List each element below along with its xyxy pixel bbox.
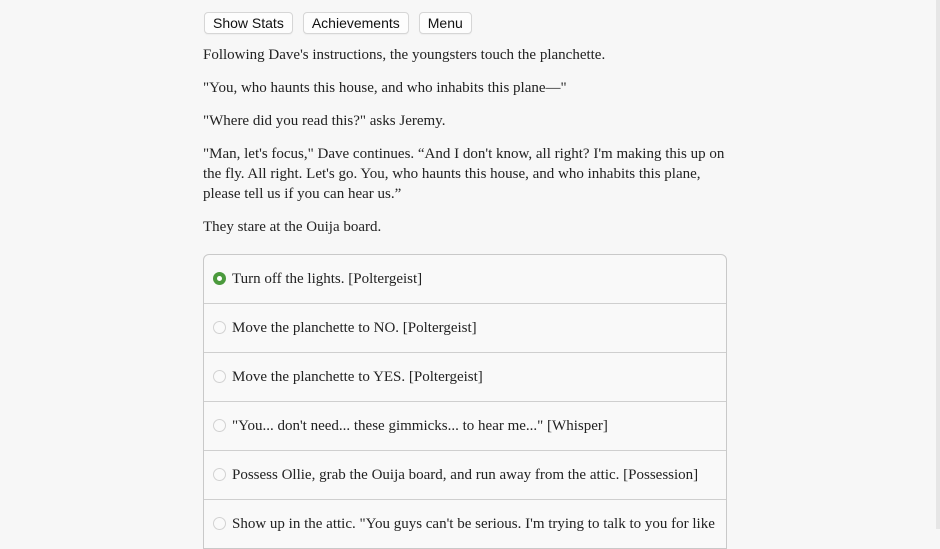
- story-paragraph: "Man, let's focus," Dave continues. “And I don't know, all right? I'm making this up on the fly. All right. Let's go. You, who haunts this house, and who inhabits this plane, please tell us if you can hear us.”: [203, 146, 725, 202]
- show-stats-button[interactable]: Show Stats: [204, 12, 293, 34]
- choice-label: Turn off the lights. [Poltergeist]: [232, 271, 423, 287]
- radio-button[interactable]: [213, 419, 226, 432]
- choice-label: Move the planchette to YES. [Poltergeist]: [232, 369, 483, 385]
- radio-button[interactable]: [213, 468, 226, 481]
- choice-label: "You... don't need... these gimmicks... to hear me..." [Whisper]: [232, 418, 608, 434]
- story-paragraph: "Where did you read this?" asks Jeremy.: [203, 113, 446, 129]
- choice-option[interactable]: [204, 304, 726, 353]
- radio-button[interactable]: [213, 517, 226, 530]
- radio-button[interactable]: [213, 321, 226, 334]
- story-paragraph: Following Dave's instructions, the youngsters touch the planchette.: [203, 47, 606, 63]
- story-paragraph: "You, who haunts this house, and who inhabits this plane—": [203, 80, 567, 96]
- page-scrollbar[interactable]: [936, 0, 940, 529]
- scrollbar-thumb[interactable]: [936, 0, 940, 529]
- choice-list: [203, 254, 727, 549]
- choice-option[interactable]: [204, 451, 726, 500]
- radio-button[interactable]: [213, 272, 226, 285]
- choice-option[interactable]: [204, 500, 726, 548]
- choice-label: Possess Ollie, grab the Ouija board, and run away from the attic. [Possession]: [232, 467, 699, 483]
- toolbar: [203, 12, 727, 34]
- menu-button[interactable]: Menu: [419, 12, 472, 34]
- story-text: [203, 45, 727, 237]
- achievements-button[interactable]: Achievements: [303, 12, 409, 34]
- choice-option[interactable]: [204, 353, 726, 402]
- choice-label: Show up in the attic. "You guys can't be serious. I'm trying to talk to you for like: [232, 516, 715, 532]
- radio-button[interactable]: [213, 370, 226, 383]
- choice-option[interactable]: [204, 402, 726, 451]
- main-content: [203, 12, 727, 250]
- choice-label: Move the planchette to NO. [Poltergeist]: [232, 320, 477, 336]
- choice-option[interactable]: [204, 255, 726, 304]
- story-paragraph: They stare at the Ouija board.: [203, 219, 382, 235]
